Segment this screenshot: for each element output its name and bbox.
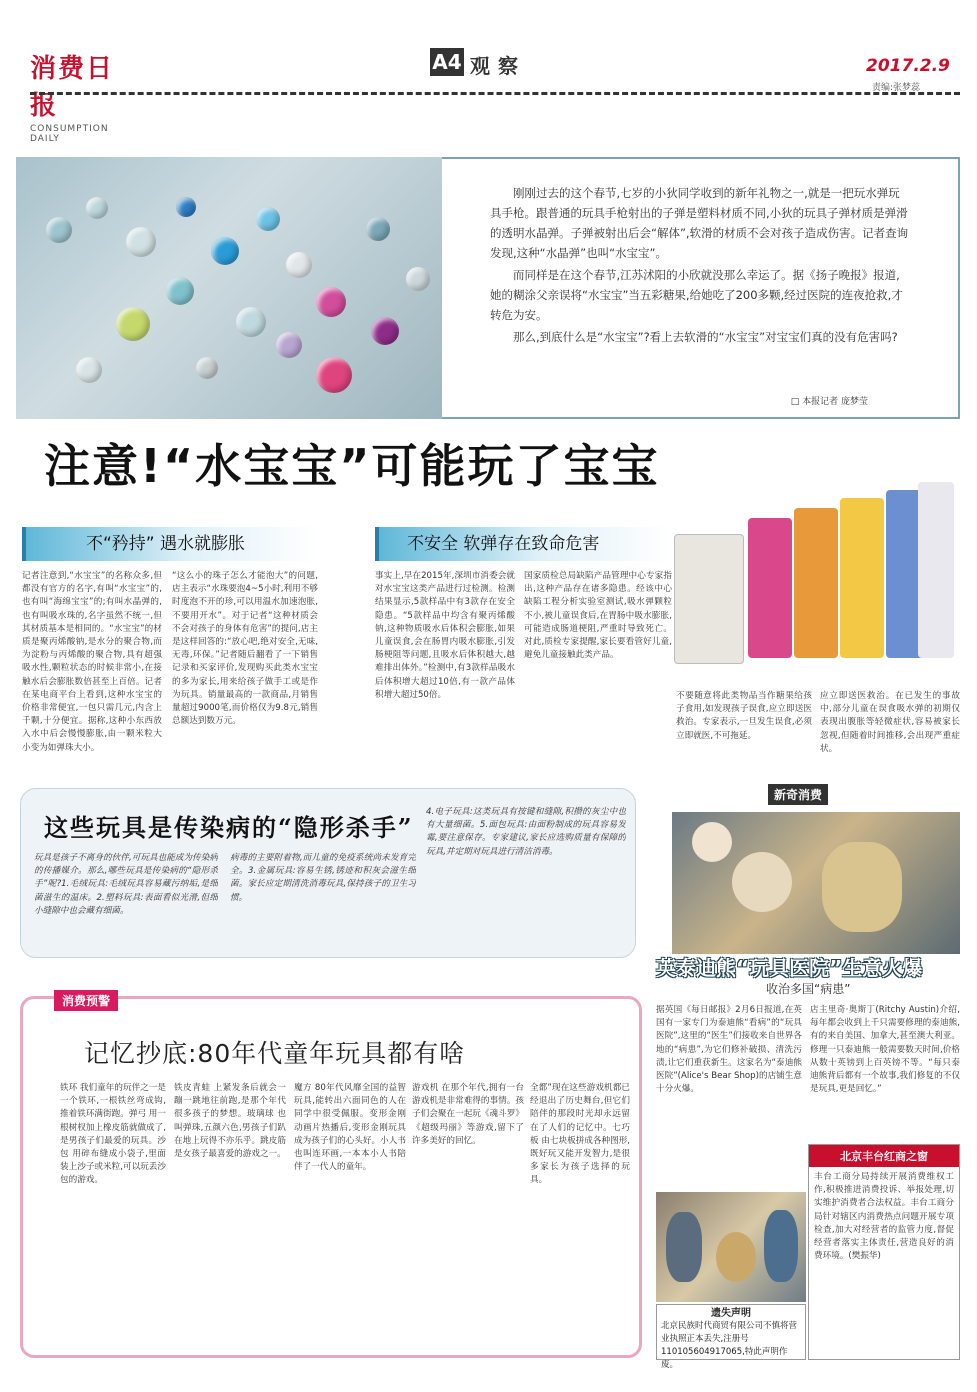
section-name: 观察 [470, 54, 526, 78]
loss-notice-body: 北京民族时代商贸有限公司不慎将营业执照正本丢失,注册号110105604917065,特此声明作废。 [661, 1321, 798, 1370]
article-column: 4.电子玩具:这类玩具有按键和缝隙,积攒的灰尘中也有大量细菌。5.面包玩具:由面粉制成的玩具容易发霉,要注意保存。专家建议,家长应选购质量有保障的玩具,并定期对玩具进行清洁消毒。 [426, 807, 626, 857]
byline-text: 本报记者 庞梦莹 [802, 397, 868, 407]
article-column: 玩具是孩子不离身的伙伴,可玩具也能成为传染病的传播媒介。那么,哪些玩具是传染病的“隐形杀手”呢?1.毛绒玩具:毛绒玩具容易藏污纳垢,是细菌滋生的温床。2.塑料玩具:表面看似光滑,但细小缝隙中也会藏有细菌。 [34, 853, 218, 916]
water-beads-photo [16, 157, 442, 419]
article-column: 国家质检总局缺陷产品管理中心专家指出,这种产品存在诸多隐患。经该中心缺陷工程分析实验室测试,吸水弹颗粒不小,被儿童误食后,在胃肠中吸水膨胀,可能造成肠道梗阻,严重时导致死亡。对此,质检专家提醒,家长要看管好儿童,避免儿童接触此类产品。 [524, 571, 672, 661]
issue-date: 2017.2.9 [866, 56, 950, 76]
intro-paragraph: 刚刚过去的这个春节,七岁的小狄同学收到的新年礼物之一,就是一把玩水弹玩具手枪。跟普通的玩具手枪射出的子弹是塑料材质不同,小狄的玩具子弹材质是弹滑的透明水晶弹。子弹被射出后会“解体”,软滑的材质不会对孩子造成伤害。记者查询发现,这种“水晶弹”也叫“水宝宝”。 [490, 186, 909, 260]
beijing-fengtai-body: 丰台工商分局持续开展消费维权工作,积极推进消费投诉、举报处理,切实维护消费者合法权益。丰台工商分局针对辖区内消费热点问题开展专项检查,加大对经营者的监管力度,督促经营者落实主体责任,营造良好的消费环境。(樊振华) [814, 1172, 954, 1262]
intro-paragraph: 而同样是在这个春节,江苏沭阳的小欣就没那么幸运了。据《扬子晚报》报道,她的糊涂父亲误将“水宝宝”当五彩糖果,给她吃了200多颗,经过医院的连夜抢救,才转危为安。 [490, 268, 903, 322]
intro-text [490, 183, 910, 349]
intro-paragraph: 那么,到底什么是“水宝宝”?看上去软滑的“水宝宝”对宝宝们真的没有危害吗? [513, 330, 898, 344]
article-column: “这么小的珠子怎么才能泡大”的问题,店主表示“水珠要泡4~5小时,利用不够时度泡不开的珍,可以用温水加速泡胀,不要用开水”。对于记者“这种材质会不会对孩子的身体有危害”的提问,店主是这样回答的:“放心吧,绝对安全,无味,无毒,环保。”记者随后翻看了一下销售记录和买家评价,发现购买此类水宝宝的多为家长,用来给孩子做手工或是作为玩具。销量最高的一款商品,月销售量超过9000笔,而价格仅为9.8元,销售总额达到数万元。 [172, 571, 318, 727]
section-banner-danger: 不安全 软弹存在致命危害 [375, 527, 671, 561]
infectious-toys-title: 这些玩具是传染病的“隐形杀手” [44, 813, 414, 842]
article-column: 店主里奇·奥斯丁(Ritchy Austin)介绍,每年都会收到上千只需要修理的泰迪熊,有的来自美国、加拿大,甚至澳大利亚。修理一只泰迪熊一般需要数天时间,价格从数十英镑到上百英镑不等。“每只泰迪熊背后都有一个故事,我们修复的不仅是玩具,更是回忆。” [810, 1005, 960, 1095]
article-column: 病毒的主要附着物,而儿童的免疫系统尚未发育完全。3.金属玩具:容易生锈,锈迹和积灰会滋生细菌。家长应定期清洗消毒玩具,保持孩子的卫生习惯。 [230, 853, 416, 903]
masthead [30, 48, 140, 144]
article-column: 应立即送医救治。在已发生的事故中,部分儿童在误食吸水弹的初期仅表现出腹胀等轻微症状,容易被家长忽视,但随着时间推移,会出现严重症状。 [820, 691, 960, 754]
article-column: 记者注意到,“水宝宝”的名称众多,但都没有官方的名字,有叫“水宝宝”的,也有叫“海绵宝宝”的;有叫水晶弹的,也有叫吸水珠的,名字虽然不统一,但其材质基本是相同的。“水宝宝”的材质是聚丙烯酸钠,是水分的聚合物,而为淀粉与丙烯酸的聚合物,具有超强吸水性,颗粒状态的时候非常小,在接触水后会膨胀数倍甚至上百倍。记者在某电商平台上看到,这种水宝宝的价格非常便宜,一包只需几元,内含上千颗,十分便宜。据称,这种小东西放入水中后会慢慢膨胀,由一颗米粒大小变为如弹珠大小。 [22, 571, 162, 753]
article-column: 全都”现在这些游戏机都已经退出了历史舞台,但它们陪伴的那段时光却永远留在了人们的记忆中。七巧板 由七块板拼成各种图形,既好玩又能开发智力,是很多家长为孩子选择的玩具。 [530, 1083, 630, 1186]
article-column: 事实上,早在2015年,深圳市消委会就对水宝宝这类产品进行过检测。检测结果显示,5款样品中有3款存在安全隐患。“5款样品中均含有聚丙烯酸钠,这种物质吸水后体积会膨胀,如果儿童误食,会在肠胃内吸水膨胀,引发肠梗阻等问题,且吸水后体积越大,越难排出体外。”检测中,有3款样品吸水后体积增大超过10倍,有一款产品体积增大超过50倍。 [375, 571, 515, 700]
article-column: 魔方 80年代风靡全国的益智玩具,能转出六面同色的人在同学中很受佩服。变形金刚 动画片热播后,变形金刚玩具成为孩子们的心头好。小人书 也叫连环画,一本本小人书陪伴了一代人的童年。 [294, 1083, 406, 1173]
beijing-fengtai-box [808, 1144, 960, 1360]
page-number: A4 [430, 48, 464, 76]
article-column: 游戏机 在那个年代,拥有一台游戏机是非常难得的事情。孩子们会聚在一起玩《魂斗罗》《超级玛丽》等游戏,留下了许多美好的回忆。 [412, 1083, 524, 1146]
loss-notice-title: 遗失声明 [711, 1308, 751, 1319]
editor-credit: 责编:张梦蕊 [872, 83, 921, 93]
article-column: 铁环 我们童年的玩伴之一是一个铁环,一根铁丝弯成钩,推着铁环满街跑。弹弓 用一根树杈加上橡皮筋就做成了,是男孩子们最爱的玩具。沙包 用碎布缝成小袋子,里面装上沙子或米粒,可以玩丢沙包的游戏。 [60, 1083, 166, 1186]
teddy-hospital-photo [672, 812, 960, 954]
beijing-fengtai-title: 北京丰台红商之窗 [809, 1145, 959, 1167]
newspaper-logo: 消费日报 [30, 54, 115, 121]
article-column: 不要随意将此类物品当作糖果给孩子食用,如发现孩子误食,应立即送医救治。专家表示,一旦发生误食,必须立即就医,不可拖延。 [676, 691, 812, 741]
new-consumption-tag: 新奇消费 [768, 784, 828, 805]
intro-byline: □ 本报记者 庞梦莹 [790, 397, 868, 407]
teddy-hospital-title: 英泰迪熊“玩具医院”生意火爆 [656, 956, 923, 980]
article-column: 铁皮青蛙 上紧发条后就会一蹦一跳地往前跑,是那个年代很多孩子的梦想。玻璃球 也叫弹珠,五颜六色,男孩子们趴在地上玩得不亦乐乎。跳皮筋 是女孩子最喜爱的游戏之一。 [174, 1083, 286, 1160]
article-column: 据英国《每日邮报》2月6日报道,在英国有一家专门为泰迪熊“看病”的“玩具医院”,这里的“医生”们接收来自世界各地的“病患”,为它们修补破损、清洗污渍,让它们重获新生。这家名为“泰迪熊医院”(Alice's Bear Shop)的店铺生意十分火爆。 [656, 1005, 802, 1095]
header-rule [30, 92, 960, 96]
teddy-hospital-subtitle: 收治多国“病患” [766, 982, 851, 996]
teddy-bears-photo [656, 1192, 806, 1302]
section-banner-swell: 不“矜持” 遇水就膨胀 [22, 527, 318, 561]
loss-notice [656, 1304, 806, 1370]
newspaper-logo-en: CONSUMPTION DAILY [30, 124, 109, 144]
consumer-alert-tag: 消费预警 [54, 990, 118, 1011]
memory-title: 记忆抄底:80年代童年玩具都有啥 [84, 1039, 466, 1068]
water-bead-products-photo [668, 478, 958, 678]
intro-box [442, 157, 960, 419]
main-headline: 注意!“水宝宝”可能玩了宝宝 [44, 439, 660, 493]
